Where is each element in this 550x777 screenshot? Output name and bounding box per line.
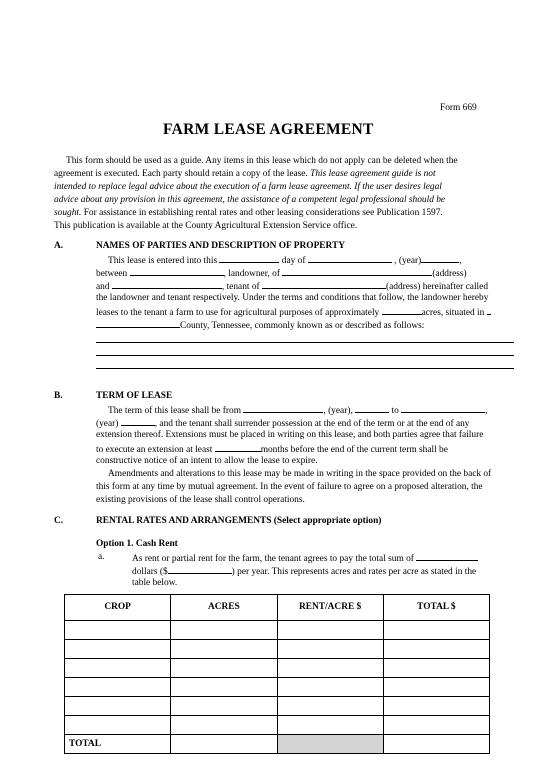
table-cell[interactable]	[277, 716, 383, 735]
section-b-text: Amendments and alterations to this lease may be made in writing in the space provided on the back of	[108, 469, 492, 479]
table-cell[interactable]	[65, 640, 171, 659]
term-text: , (year),	[323, 406, 356, 416]
situated-field[interactable]	[487, 305, 491, 315]
col-header-total: TOTAL $	[383, 595, 489, 621]
total-amount-cell[interactable]	[383, 735, 489, 754]
acres-text: leases to the tenant a farm to use for agricultural purposes of approximately	[96, 308, 382, 318]
lease-date-text: day of	[279, 256, 308, 266]
term-end-field[interactable]	[401, 403, 485, 413]
tenant-name-field[interactable]	[112, 279, 222, 289]
table-row	[65, 640, 490, 659]
intro-line: This form should be used as a guide. Any items in this lease which do not apply can be deleted when the	[66, 156, 458, 166]
table-row	[65, 659, 490, 678]
table-cell[interactable]	[171, 678, 277, 697]
landowner-address-field[interactable]	[282, 266, 432, 276]
table-cell[interactable]	[383, 716, 489, 735]
col-header-crop: CROP	[65, 595, 171, 621]
lease-date-text: , (year)	[391, 256, 422, 266]
intro-line: This publication is available at the County Agricultural Extension Service office.	[54, 221, 358, 231]
term-text: to	[389, 406, 402, 416]
table-cell[interactable]	[65, 697, 171, 716]
table-cell[interactable]	[171, 659, 277, 678]
section-a-letter: A.	[54, 241, 64, 251]
acres-field[interactable]	[382, 305, 422, 315]
term-end-year-field[interactable]	[121, 416, 155, 426]
tenant-text: , tenant of	[221, 282, 262, 292]
day-field[interactable]	[219, 253, 279, 263]
section-c-heading: RENTAL RATES AND ARRANGEMENTS (Select appropriate option)	[96, 516, 382, 526]
table-row	[65, 716, 490, 735]
intro-text: For assistance in establishing rental rates and other leasing considerations see Publication 1597.	[81, 208, 443, 218]
term-text: The term of this lease shall be from	[108, 406, 244, 416]
section-b-letter: B.	[54, 391, 63, 401]
landowner-text: (address)	[432, 269, 467, 279]
year-field[interactable]	[421, 253, 459, 263]
landowner-text: between	[96, 269, 130, 279]
table-cell[interactable]	[171, 716, 277, 735]
section-b-text: constructive notice of an intent to allow the lease to expire.	[96, 456, 318, 466]
option1-heading: Option 1. Cash Rent	[96, 539, 178, 549]
tenant-text: (address) hereinafter called	[385, 282, 489, 292]
rent-amount-field[interactable]	[168, 564, 232, 574]
lease-date-text: This lease is entered into this	[108, 256, 220, 266]
cash-rent-text: As rent or partial rent for the farm, the tenant agrees to pay the total sum of	[132, 554, 417, 564]
landowner-name-field[interactable]	[130, 266, 224, 276]
term-text: , and the tenant shall surrender possession at the end of the term or at the end of any	[154, 419, 470, 429]
acres-text: acres, situated in	[421, 308, 487, 318]
cash-rent-table	[64, 594, 490, 754]
rent-total-words-field[interactable]	[416, 551, 478, 561]
table-cell[interactable]	[171, 621, 277, 640]
tenant-address-field[interactable]	[262, 279, 386, 289]
table-cell[interactable]	[383, 621, 489, 640]
table-cell[interactable]	[383, 697, 489, 716]
section-b-text: this form at any time by mutual agreement. In the event of failure to agree on a proposed alteration, the	[96, 482, 483, 492]
table-cell[interactable]	[65, 659, 171, 678]
table-cell[interactable]	[383, 640, 489, 659]
month-field[interactable]	[308, 253, 392, 263]
item-a-letter: a.	[98, 552, 105, 562]
intro-italic-text: sought.	[54, 208, 82, 218]
section-a-heading: NAMES OF PARTIES AND DESCRIPTION OF PROPERTY	[96, 241, 346, 251]
page-title: FARM LEASE AGREEMENT	[163, 121, 374, 138]
table-cell[interactable]	[383, 678, 489, 697]
term-text: (year)	[96, 419, 121, 429]
section-b-text: existing provisions of the lease shall control operations.	[96, 495, 305, 505]
col-header-rent-per-acre: RENT/ACRE $	[277, 595, 383, 621]
shaded-cell	[277, 735, 383, 754]
total-label: TOTAL	[65, 735, 171, 754]
dollars-text: dollars ($	[132, 567, 168, 577]
table-row	[65, 697, 490, 716]
landowner-text: , landowner, of	[223, 269, 283, 279]
extension-text: months before the end of the current term shall be	[260, 445, 448, 455]
lease-date-text: ,	[459, 256, 462, 266]
total-acres-cell[interactable]	[171, 735, 277, 754]
table-cell[interactable]	[171, 640, 277, 659]
table-cell[interactable]	[65, 716, 171, 735]
description-line[interactable]	[96, 368, 514, 369]
col-header-acres: ACRES	[171, 595, 277, 621]
table-cell[interactable]	[277, 640, 383, 659]
table-cell[interactable]	[277, 621, 383, 640]
table-cell[interactable]	[171, 697, 277, 716]
form-number: Form 669	[440, 103, 477, 113]
extension-months-field[interactable]	[215, 442, 261, 452]
county-text: County, Tennessee, commonly known as or described as follows:	[180, 321, 425, 331]
table-cell[interactable]	[65, 678, 171, 697]
table-header-row	[65, 595, 490, 621]
intro-line: advice about any provision in this agreement, the assistance of a competent legal professional should be	[54, 195, 446, 205]
cash-rent-text: table below.	[132, 578, 178, 588]
table-row	[65, 621, 490, 640]
table-cell[interactable]	[277, 697, 383, 716]
table-row	[65, 678, 490, 697]
county-field[interactable]	[96, 318, 180, 328]
section-a-text: the landowner and tenant respectively. Under the terms and conditions that follow, the landowner hereby	[96, 293, 489, 303]
term-start-field[interactable]	[243, 403, 323, 413]
dollars-line	[132, 564, 476, 579]
intro-line	[54, 168, 436, 181]
intro-line: intended to replace legal advice about the execution of a farm lease agreement. If the user desires legal	[54, 182, 442, 192]
description-line[interactable]	[96, 342, 514, 343]
section-b-text: extension thereof. Extensions must be placed in writing on this lease, and both parties agree that failure	[96, 430, 484, 440]
table-cell[interactable]	[277, 678, 383, 697]
section-c-letter: C.	[54, 516, 64, 526]
table-cell[interactable]	[65, 621, 171, 640]
intro-line	[54, 207, 443, 220]
tenant-text: and	[96, 282, 112, 292]
intro-italic-text: This lease agreement guide is not	[310, 169, 436, 179]
dollars-text: ) per year. This represents acres and rates per acre as stated in the	[231, 567, 477, 577]
term-text: ,	[485, 406, 488, 416]
table-cell[interactable]	[383, 659, 489, 678]
section-b-heading: TERM OF LEASE	[96, 391, 173, 401]
intro-text: agreement is executed. Each party should retain a copy of the lease.	[54, 169, 311, 179]
table-total-row	[65, 735, 490, 754]
table-cell[interactable]	[277, 659, 383, 678]
term-start-year-field[interactable]	[355, 403, 389, 413]
county-line	[96, 318, 424, 333]
extension-text: to execute an extension at least	[96, 445, 215, 455]
description-line[interactable]	[96, 355, 514, 356]
